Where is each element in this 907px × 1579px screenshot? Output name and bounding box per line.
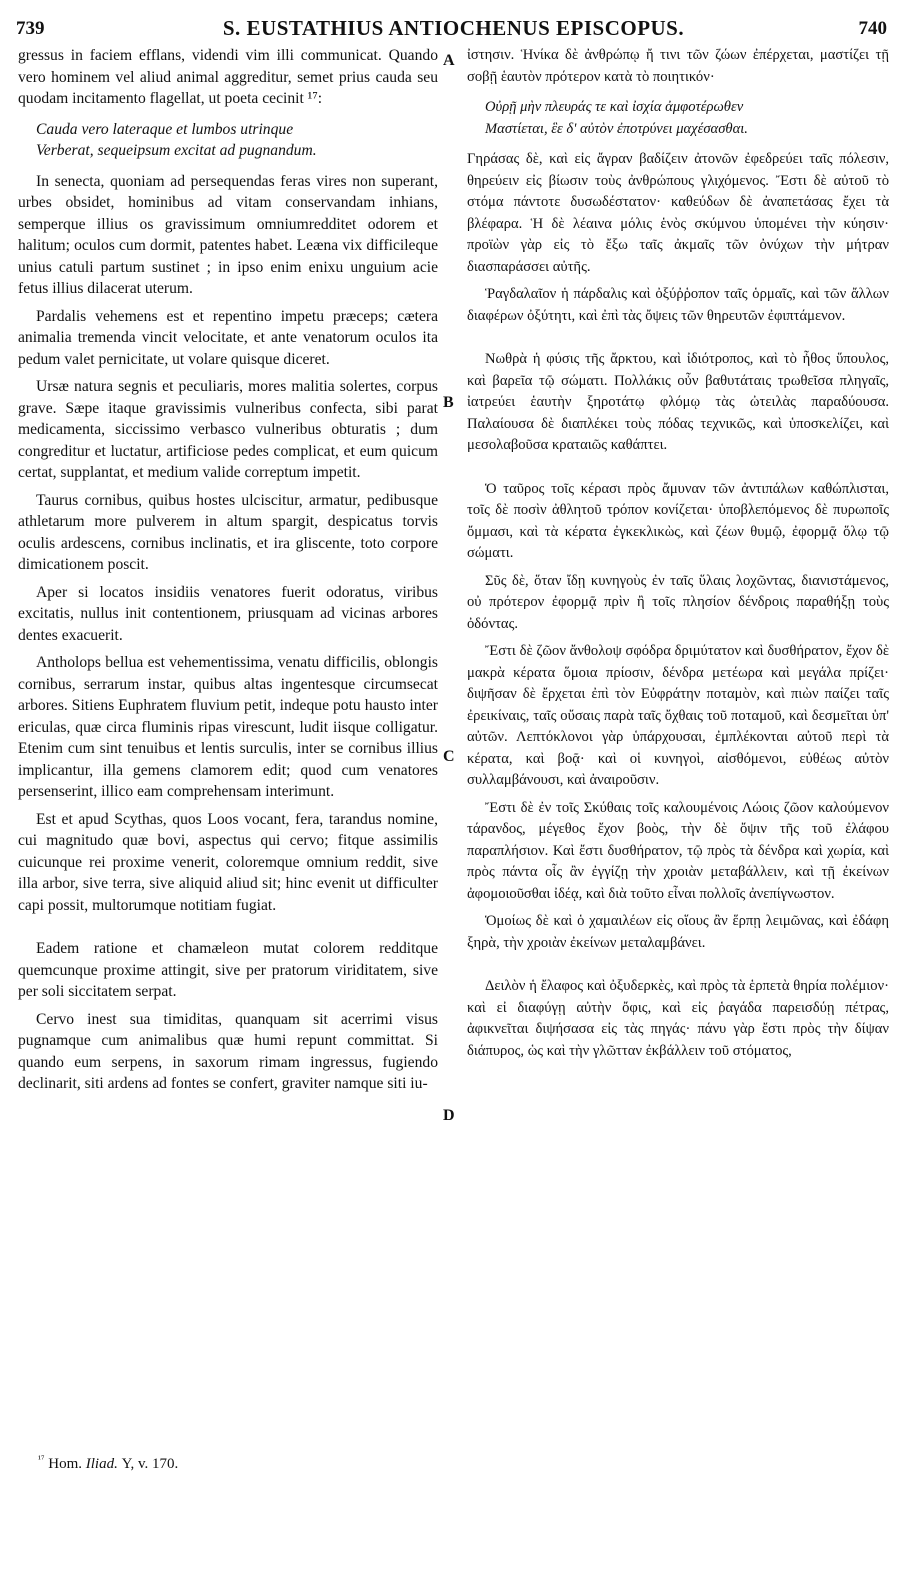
latin-verse-line: Cauda vero lateraque et lumbos utrinque	[36, 120, 294, 138]
greek-paragraph: Ἔστι δὲ ἐν τοῖς Σκύθαις τοῖς καλουμένοις Λώοις ζῶον καλούμενον τάρανδος, μέγεθος ἔχον βοὸς, τὴν δὲ ὄψιν τῆς τοῦ ἐλάφου παραπλήσιον. Καὶ ἔστι δυσθήρατον, τῷ πρὸς τὰ δένδρα καὶ χωρία, καὶ πρὸς πάντα οἷς ἂν ἐγγίζῃ τὴν χροιὰν μεταβάλλειν, καὶ τῇ ἐκείνων ἀφομοιοῦσθαι ἰδέᾳ, καὶ διὰ τοῦτο εἶναι πολλοῖς ἀνεπίγνωστον.	[467, 799, 889, 902]
footnote-work: Iliad.	[85, 1456, 118, 1472]
footnote-mark: ¹⁷	[38, 1454, 45, 1465]
section-marker-b: B	[443, 394, 454, 411]
section-marker-a: A	[443, 52, 455, 69]
greek-verse	[485, 97, 889, 140]
running-title: S. EUSTATHIUS ANTIOCHENUS EPISCOPUS.	[222, 16, 685, 40]
page-number-right: 740	[858, 18, 887, 39]
section-marker-d: D	[443, 1107, 455, 1124]
greek-paragraph: Νωθρὰ ἡ φύσις τῆς ἄρκτου, καὶ ἰδιότροπος, καὶ τὸ ἦθος ὕπουλος, καὶ βαρεῖα τῷ σώματι. Πολλάκις οὖν βαθυτάταις τρωθεῖσα πληγαῖς, ἰατρεύει ἑαυτὴν ξηροτάτῳ φλόμῳ τὰς ὠτειλὰς παραδύουσα. Παλαίουσα δὲ διαπλέκει τοὺς πόδας τεχνικῶς, καὶ ὑποσκελίζει, καὶ μεσολαβοῦσα κραταιῶς καθάπτει.	[467, 351, 889, 453]
latin-paragraph: Cervo inest sua timiditas, quanquam sit acerrimi visus pugnamque cum animalibus quæ humi repunt committat. Si quando eum serpens, in saxorum rimam ingressus, fugiendo declinarit, siti ardens ad fontes se confert, graviter namque siti iu-	[18, 1010, 438, 1092]
latin-paragraph: Antholops bellua est vehementissima, venatu difficilis, oblongis cornibus, serrarum instar, quibus altas ingentesque circumsecat arbores. Sitiens Euphratem fluvium petit, indeque potu hausto inter ericulas, quæ circa fluminis ripas virescunt, ludit iisque colligatur. Etenim cum sint tenuibus et lentis surculis, inter se cornibus illius implicantur, illa gemens clamorem edit; quod cum venatores persenserint, illico eam comprehensam interimunt.	[18, 654, 438, 800]
latin-paragraph: Est et apud Scythas, quos Loos vocant, fera, tarandus nomine, cui magnitudo quæ bovi, aspectus qui cervo; fitque assimilis cuicunque rei proxime venerit, coloremque omnium reddit, sive illa arbor, sive terra, sive aliquid aliud sit; hinc evenit ut difficulter capi possit, multorumque notitiam fugiat.	[18, 810, 438, 914]
page-number-left: 739	[16, 18, 45, 39]
latin-paragraph: Eadem ratione et chamæleon mutat colorem redditque quemcunque proxime attingit, sive per pratorum viriditatem, sive per soli siccitatem serpat.	[18, 940, 438, 1000]
running-header	[0, 8, 907, 38]
greek-verse-line: Μαστίεται, ἓε δ' αὐτὸν ἐποτρύνει μαχέσασθαι.	[485, 120, 748, 137]
latin-verse	[36, 119, 438, 162]
greek-column	[467, 45, 889, 1062]
greek-paragraph: Ὁ ταῦρος τοῖς κέρασι πρὸς ἄμυναν τῶν ἀντιπάλων καθώπλισται, τοῖς δὲ ποσὶν ἀθλητοῦ τρόπον κονίζεται· ὑποβλεπόμενος δὲ πυρωποῖς ὄμμασι, καὶ τὰ κέρατα ἐγκεκλικὼς, καὶ ζέων θυμῷ, ἐφορμᾷ ὅλῳ τῷ σώματι.	[467, 480, 889, 561]
footnote-ref: Υ, v. 170.	[121, 1456, 179, 1472]
footnote-author: Hom.	[48, 1456, 82, 1472]
latin-paragraph: Ursæ natura segnis et peculiaris, mores malitia solertes, corpus grave. Sæpe itaque gravissimis vulneribus confecta, sibi parat medicamenta, siccissimo verbasco vulneribus obturatis ; dum congreditur et luctatur, artificiose pedes complicat, et eum quicum certat, supplantat, et medium valide correptum impetit.	[18, 378, 438, 481]
greek-paragraph: Ὁμοίως δὲ καὶ ὁ χαμαιλέων εἰς οἵους ἂν ἕρπῃ λειμῶνας, καὶ ἐδάφη ξηρὰ, τὴν χροιὰν ἐκείνων μεταλαμβάνει.	[467, 913, 889, 951]
latin-paragraph: Pardalis vehemens est et repentino impetu præceps; cætera animalia tremenda vincit velocitate, et ante venatorum oculos ita pedum valet pernicitate, ut volare quisque diceret.	[18, 307, 438, 368]
greek-paragraph: Δειλὸν ἡ ἔλαφος καὶ ὀξυδερκὲς, καὶ πρὸς τὰ ἑρπετὰ θηρία πολέμιον· καὶ εἰ διαφύγῃ αὐτὴν ὄφις, καὶ εἰς ῥαγάδα παρεισδύῃ πέτρας, ἀφικνεῖται διψήσασα εἰς τὰς πηγάς· πάνυ γὰρ ἔστι πρὸς τὴν δίψαν διάπυρος, ὡς καὶ τὴν γλῶτταν ἐκβάλλειν τοῦ στόματος,	[467, 978, 889, 1059]
greek-verse-line: Οὐρῇ μὴν πλευράς τε καὶ ἰσχία ἀμφοτέρωθεν	[485, 99, 744, 115]
latin-paragraph: Taurus cornibus, quibus hostes ulciscitur, armatur, pedibusque athletarum more pulverem in altum spargit, despicatus torvis oculis ardescens, cornibus inclinatis, et ira gliscente, toto corpore dimicationem poscit.	[18, 491, 438, 573]
greek-paragraph: Σῦς δὲ, ὅταν ἴδῃ κυνηγοὺς ἐν ταῖς ὕλαις λοχῶντας, διανιστάμενος, οὐ πρότερον ἐφορμᾷ πρὶν ἢ τοῖς πλησίον δένδροις παραθήξῃ τοὺς ὀδόντας.	[467, 572, 889, 632]
latin-paragraph: Aper si locatos insidiis venatores fuerit odoratus, viribus excitatis, nullus init contentionem, priusquam ad vicinas arbores dentes exacuerit.	[18, 583, 438, 644]
greek-paragraph: Γηράσας δὲ, καὶ εἰς ἄγραν βαδίζειν ἀτονῶν ἐφεδρεύει ταῖς πόλεσιν, θηρεύειν εἰς βίωσιν τοὺς ἀνθρώπους γλιχόμενος. Ἔστι δὲ αὐτοῦ τὸ στόμα πάντοτε δυσωδέστατον· καθεύδων δὲ ἀναπετάσας ἔχει τὰ βλέφαρα. Ἡ δὲ λέαινα μόλις ἑνὸς σκύμνου ὑπομένει τὴν κύησιν· προϊὼν γὰρ εἰς τὸ ἔξω ταῖς ἀκμαῖς τῶν ὀνύχων τὴν μήτραν διασπαράσσει αὐτῆς.	[467, 151, 889, 275]
greek-paragraph: ἰστησιν. Ἡνίκα δὲ ἀνθρώπῳ ἤ τινι τῶν ζώων ἐπέρχεται, μαστίζει τῇ σοβῇ ἑαυτὸν πρότερον κατὰ τὸ ποιητικόν·	[467, 47, 889, 85]
latin-column	[18, 45, 438, 1095]
greek-paragraph: Ῥαγδαλαῖον ἡ πάρδαλις καὶ ὀξύῤῥοπον ταῖς ὁρμαῖς, καὶ τῶν ἄλλων διαφέρων ὀξύτητι, καὶ ἐπὶ τὰς ὄψεις τῶν θηρευτῶν ἐφιπτάμενον.	[467, 286, 889, 324]
latin-verse-line: Verberat, sequeipsum excitat ad pugnandum.	[36, 142, 317, 159]
greek-paragraph: Ἔστι δὲ ζῶον ἄνθολοψ σφόδρα δριμύτατον καὶ δυσθήρατον, ἔχον δὲ μακρὰ κέρατα ὅμοια πρίοσιν, δένδρα μετέωρα καὶ μεγάλα πρίζει· διψῆσαν δὲ ἔρχεται ἐπὶ τὸν Εὐφράτην ποταμὸν, καὶ πιὼν παίζει ταῖς ἐρεικίναις, ταῖς οὔσαις παρὰ ταῖς ὄχθαις τοῦ ποταμοῦ, καὶ δεσμεῖται ὑπ' αὐτῶν. Λεπτόκλονοι γὰρ ὑπάρχουσαι, ἐμπλέκονται αὐτοῦ περὶ τὰ κέρατα, καὶ βοᾷ· καὶ οἱ κυνηγοὶ, αἰσθόμενοι, εὐθέως αὐτὸν συλλαμβάνουσι, καὶ ἀναιροῦσιν.	[467, 643, 889, 788]
footnote	[38, 1454, 178, 1473]
section-marker-c: C	[443, 748, 455, 765]
latin-paragraph: In senecta, quoniam ad persequendas feras vires non superant, urbes obsidet, hominibus ad vitam conservandam inhians, semperque illius os gravissimum omniumredditet odorem et halitum; oculos cum dormit, patentes habet. Leæna vix difficileque unius catuli partum sustinet ; in ipso enim enixu unguium acie fetus illius dilacerat uterum.	[18, 172, 438, 297]
latin-paragraph: gressus in faciem efflans, videndi vim illi communicat. Quando vero hominem vel aliud animal aggreditur, semet prius cauda seu quodam incitamento flagellat, ut poeta cecinit ¹⁷:	[18, 47, 438, 107]
